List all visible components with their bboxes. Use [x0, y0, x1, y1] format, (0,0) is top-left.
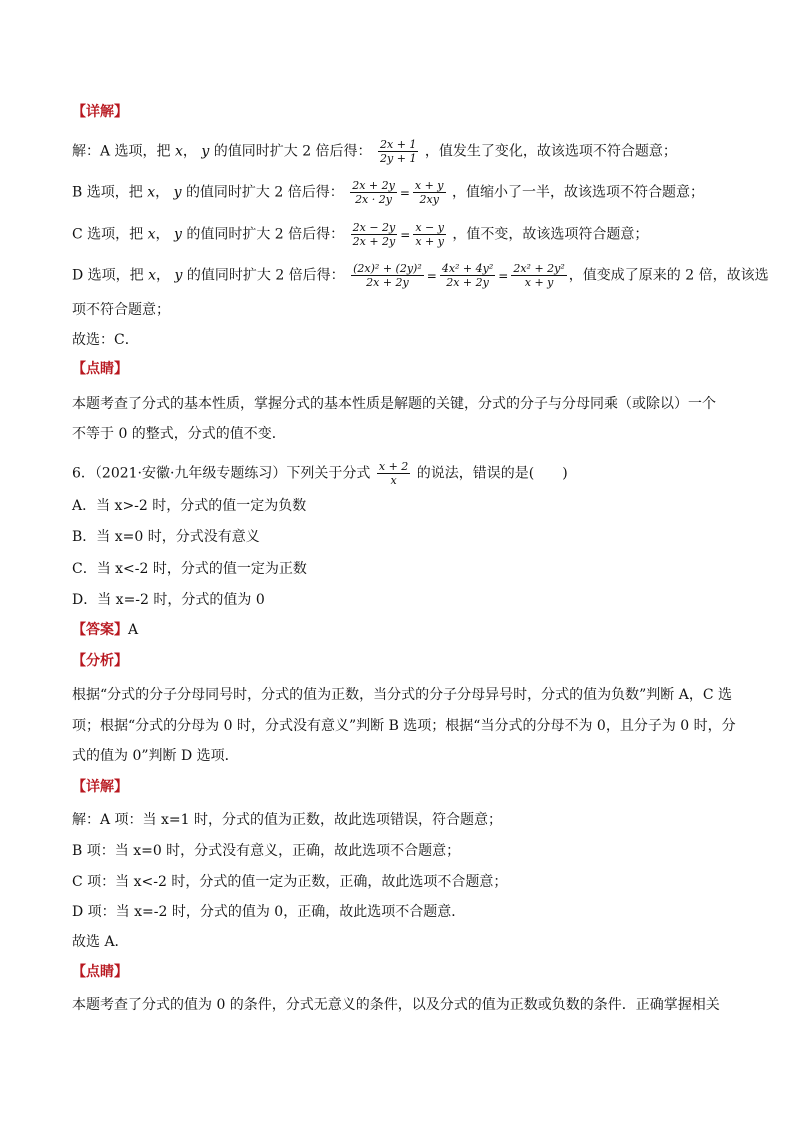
text: 的说法，错误的是( ) — [416, 465, 568, 482]
text: 的值同时扩大 2 倍后得： — [186, 226, 345, 243]
numerator: (2x)² + (2y)² — [353, 262, 422, 275]
text: 解：A 选项，把 — [72, 143, 171, 160]
detail-line-b — [72, 179, 704, 206]
choice-line: 故选：C． — [72, 332, 139, 348]
fraction — [440, 262, 495, 289]
var-x: x — [147, 226, 156, 243]
fraction — [351, 262, 424, 289]
text: 6．（2021·安徽·九年级专题练习）下列关于分式 — [72, 465, 371, 482]
denominator: 2x + 2y — [446, 276, 489, 289]
text: ， — [155, 226, 170, 243]
text: 的值同时扩大 2 倍后得： — [186, 267, 345, 284]
option-d: D．当 x=-2 时，分式的值为 0 — [72, 592, 265, 608]
equals-sign: = — [498, 268, 509, 283]
text: C 选项，把 — [72, 226, 144, 243]
detail-line-c — [72, 221, 648, 248]
section-heading-point-2: 【点睛】 — [72, 964, 128, 980]
var-x: x — [148, 267, 157, 284]
numerator: x + 2 — [378, 460, 409, 473]
var-y: y — [173, 226, 182, 243]
var-x: x — [175, 143, 183, 160]
denominator: x — [390, 474, 397, 487]
analysis-line-1: 根据“分式的分子分母同号时，分式的值为正数，当分式的分子分母异号时，分式的值为负数”判断 A，C 选 — [72, 687, 733, 703]
detail-line: D 项：当 x=-2 时，分式的值为 0，正确，故此选项不合题意． — [72, 904, 466, 920]
text: 的值同时扩大 2 倍后得： — [213, 143, 372, 160]
choice-line-2: 故选 A． — [72, 934, 129, 950]
question-stem — [72, 460, 568, 487]
var-y: y — [174, 267, 183, 284]
answer-line — [72, 621, 138, 639]
text: D 选项，把 — [72, 267, 144, 284]
fraction — [377, 460, 410, 487]
detail-line: C 项：当 x<-2 时，分式的值一定为正数，正确，故此选项不合题意； — [72, 874, 508, 890]
detail-line-d — [72, 262, 769, 289]
section-heading-point: 【点睛】 — [72, 361, 128, 377]
numerator: 2x + 2y — [352, 179, 395, 192]
text: ， — [155, 184, 170, 201]
denominator: 2xy — [419, 193, 439, 206]
text: B 选项，把 — [72, 184, 143, 201]
text: ， — [156, 267, 171, 284]
section-heading-analysis: 【分析】 — [72, 653, 128, 669]
numerator: x − y — [415, 221, 444, 234]
numerator: 2x − 2y — [352, 221, 396, 234]
section-heading-detail: 【详解】 — [72, 104, 128, 120]
numerator: 4x² + 4y² — [441, 262, 494, 275]
analysis-line-3: 式的值为 0”判断 D 选项． — [72, 748, 239, 764]
point-line-2: 不等于 0 的整式，分式的值不变． — [72, 426, 286, 442]
var-y: y — [201, 143, 210, 160]
equals-sign: = — [426, 268, 437, 283]
numerator: x + y — [414, 179, 444, 192]
answer-label: 【答案】 — [72, 622, 128, 638]
denominator: 2y + 1 — [380, 152, 417, 165]
section-heading-detail-2: 【详解】 — [72, 779, 128, 795]
detail-line-a — [72, 138, 677, 165]
equals-sign: = — [399, 185, 410, 200]
option-b: B．当 x=0 时，分式没有意义 — [72, 529, 260, 545]
fraction — [350, 179, 397, 206]
equals-sign: = — [400, 227, 411, 242]
text: 的值同时扩大 2 倍后得： — [185, 184, 344, 201]
fraction — [378, 138, 418, 165]
numerator: 2x² + 2y² — [513, 262, 565, 275]
denominator: 2x · 2y — [355, 193, 392, 206]
numerator: 2x + 1 — [380, 138, 417, 151]
detail-line: 解：A 项：当 x=1 时，分式的值为正数，故此选项错误，符合题意； — [72, 812, 502, 828]
point-line: 本题考查了分式的值为 0 的条件，分式无意义的条件，以及分式的值为正数或负数的条件．正确掌握相关 — [72, 997, 720, 1013]
detail-line-d-cont: 项不符合题意； — [72, 302, 170, 318]
analysis-line-2: 项；根据“分式的分母为 0 时，分式没有意义”判断 B 选项；根据“当分式的分母不为 0，且分子为 0 时，分 — [72, 718, 736, 734]
text: ，值发生了变化，故该选项不符合题意； — [424, 143, 677, 160]
denominator: 2x + 2y — [366, 276, 409, 289]
var-y: y — [173, 184, 182, 201]
text: ， — [182, 143, 197, 160]
text: ，值不变，故该选项符合题意； — [452, 226, 649, 243]
text: ，值缩小了一半，故该选项不符合题意； — [451, 184, 704, 201]
text: ，值变成了原来的 2 倍，故该选 — [568, 267, 769, 284]
var-x: x — [147, 184, 156, 201]
fraction — [351, 221, 398, 248]
denominator: 2x + 2y — [352, 235, 396, 248]
fraction — [413, 221, 446, 248]
denominator: x + y — [524, 276, 554, 289]
denominator: x + y — [415, 235, 444, 248]
point-line-1: 本题考查了分式的基本性质，掌握分式的基本性质是解题的关键，分式的分子与分母同乘（或除以）一个 — [72, 396, 716, 412]
option-c: C．当 x<-2 时，分式的值一定为正数 — [72, 561, 307, 577]
detail-line: B 项：当 x=0 时，分式没有意义，正确，故此选项不合题意； — [72, 843, 461, 859]
fraction — [413, 179, 446, 206]
answer-value: A — [128, 622, 139, 638]
fraction — [511, 262, 566, 289]
option-a: A．当 x>-2 时，分式的值一定为负数 — [72, 498, 307, 514]
